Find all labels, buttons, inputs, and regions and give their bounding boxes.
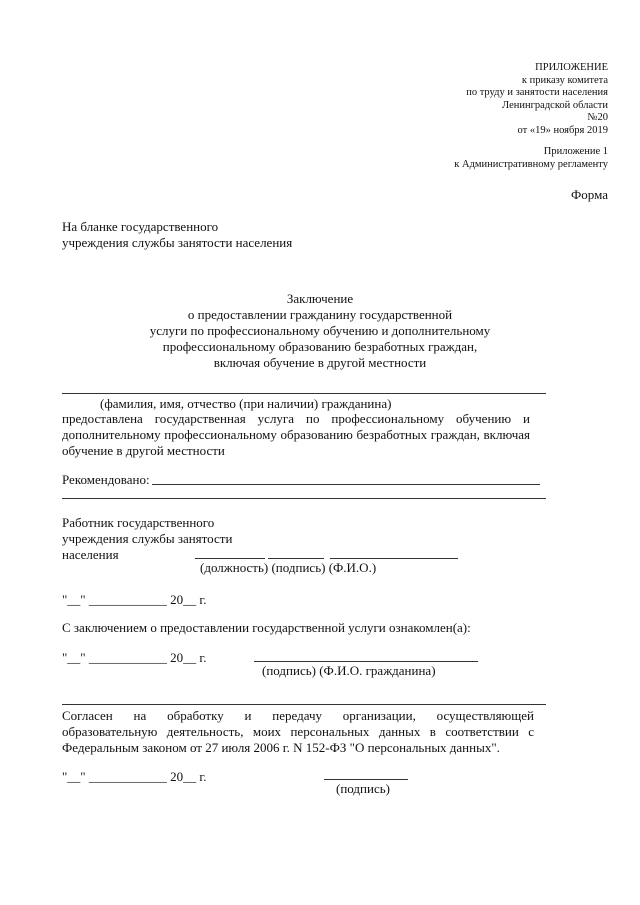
appendix-line: к Административному регламенту [454, 158, 608, 170]
header-line: Ленинградской области [502, 99, 608, 111]
service-line: предоставлена государственная услуга по профессиональному обучению и [62, 411, 530, 426]
fio-line [62, 393, 546, 394]
blank-line-1: На бланке государственного [62, 219, 219, 234]
header-line: по труду и занятости населения [466, 87, 608, 98]
document-title: Заключение [286, 291, 354, 306]
date-field: "__" ____________ 20__ г. [62, 650, 207, 665]
recommended-line-2 [62, 498, 546, 499]
consent-line: образовательную деятельность, моих персональных данных в соответствии с [62, 724, 534, 739]
citizen-signature-hint: (подпись) (Ф.И.О. гражданина) [262, 663, 436, 678]
worker-line: учреждения службы занятости [62, 531, 233, 546]
form-label: Форма [571, 187, 608, 202]
position-line [195, 558, 265, 559]
signature-hint: (должность) (подпись) (Ф.И.О.) [200, 560, 377, 575]
appendix-line: Приложение 1 [543, 146, 608, 157]
title-line: профессиональному образованию безработных граждан, [162, 339, 478, 354]
worker-line: населения [62, 547, 119, 562]
signature-line [268, 558, 324, 559]
recommended-line [152, 484, 540, 485]
service-line: обучение в другой местности [62, 443, 225, 458]
final-signature-hint: (подпись) [336, 781, 390, 796]
service-line: дополнительному профессиональному образованию безработных граждан, включая [62, 427, 530, 442]
worker-line: Работник государственного [62, 515, 215, 530]
regulation-appendix [454, 146, 608, 171]
consent-line: Согласен на обработку и передачу организации, осуществляющей [62, 708, 534, 723]
fio-signature-line [330, 558, 458, 559]
final-signature-line [324, 779, 408, 780]
header-line: №20 [587, 112, 608, 123]
title-line: услуги по профессиональному обучению и дополнительному [149, 323, 491, 338]
header-line: к приказу комитета [521, 74, 608, 86]
citizen-signature-line [254, 661, 478, 662]
recommended-label: Рекомендовано: [62, 472, 150, 487]
appendix-header [466, 62, 608, 137]
consent-line: Федеральным законом от 27 июля 2006 г. N 152-ФЗ "О персональных данных". [62, 740, 500, 755]
divider-line [62, 704, 546, 705]
blank-line-2: учреждения службы занятости населения [62, 235, 293, 250]
header-line: ПРИЛОЖЕНИЕ [535, 62, 608, 73]
title-line: включая обучение в другой местности [213, 355, 427, 370]
header-line: от «19» ноября 2019 [517, 124, 608, 136]
title-line: о предоставлении гражданину государственной [187, 307, 453, 322]
date-field: "__" ____________ 20__ г. [62, 592, 207, 607]
acquainted-text: С заключением о предоставлении государственной услуги ознакомлен(а): [62, 620, 471, 635]
fio-hint: (фамилия, имя, отчество (при наличии) гражданина) [100, 396, 392, 411]
date-field: "__" ____________ 20__ г. [62, 769, 207, 784]
